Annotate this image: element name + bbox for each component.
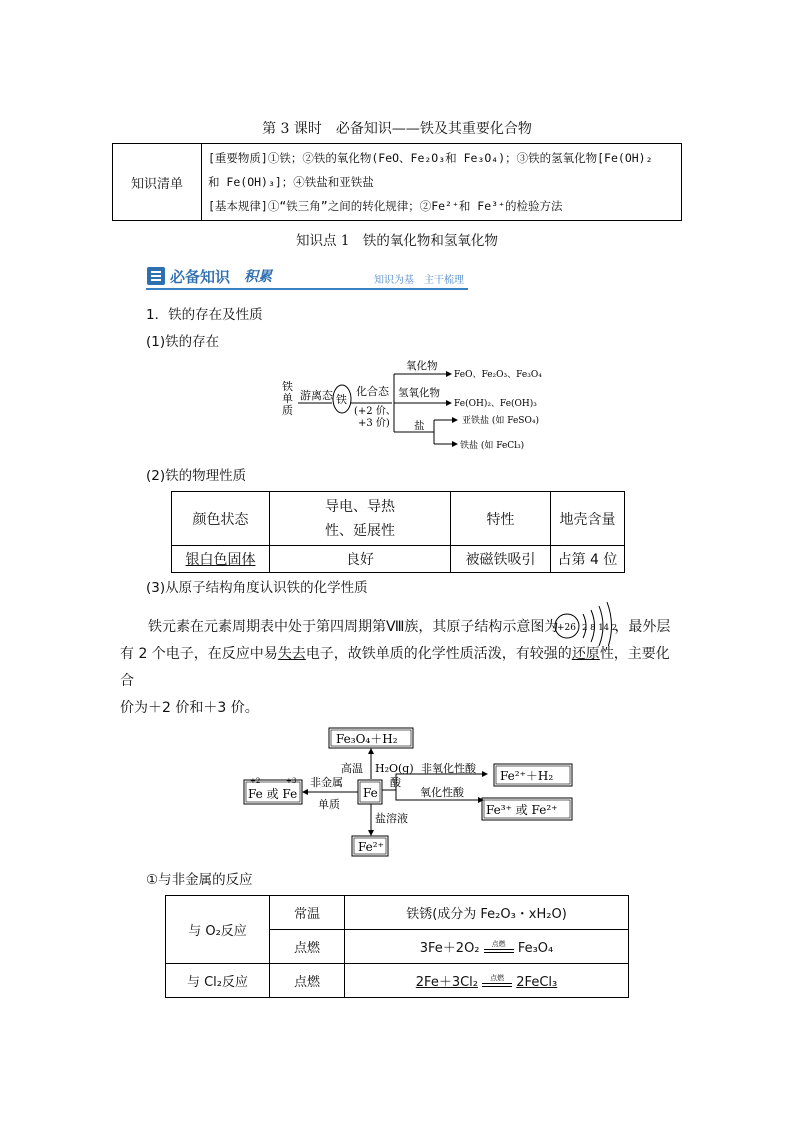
oxide-label: 氧化物 (406, 360, 438, 372)
left-char-1: 铁 (282, 380, 293, 393)
knowledge-list-table (112, 143, 682, 221)
left-char-2: 单 (282, 392, 293, 405)
center-fe: Fe (363, 786, 378, 800)
knowledge-point-title: 知识点 1 铁的氧化物和氢氧化物 (296, 233, 498, 249)
value-conductivity: 良好 (270, 546, 451, 573)
banner-subtitle: 知识为基 主干梳理 (374, 275, 464, 286)
section-banner (146, 266, 468, 290)
hydroxide-items: Fe(OH)₂、Fe(OH)₃ (454, 399, 537, 409)
center-iron: 铁 (336, 393, 347, 406)
condition-room-temp: 常温 (270, 896, 345, 930)
electron-shells: 2 8 14 2 (582, 623, 618, 633)
ferrous-salt: 亚铁盐 (如 FeSO₄) (462, 416, 539, 426)
combined-state-label: 化合态 (356, 385, 389, 398)
high-temp-label: 高温 (341, 762, 363, 775)
nonmetal-label: 非金属 (310, 776, 343, 789)
salt-label: 盐 (414, 420, 425, 432)
knowledge-line-3: [基本规律]①“铁三角”之间的转化规律；②Fe²⁺和 Fe³⁺的检验方法 (208, 199, 563, 213)
result-fe3o4: 3Fe＋2O₂ 点燃 Fe₃O₄ (345, 930, 629, 964)
knowledge-list-label: 知识清单 (113, 144, 202, 221)
valence-1: (+2 价、 (354, 406, 396, 417)
header-conductivity: 导电、导热 性、延展性 (270, 492, 451, 546)
subheading-existence: (1)铁的存在 (146, 334, 220, 350)
physical-properties-table (171, 491, 625, 573)
subheading-nonmetal-reactions: ①与非金属的反应 (146, 872, 253, 888)
acid-label: 酸 (390, 776, 401, 789)
knowledge-line-2: 和 Fe(OH)₃]；④铁盐和亚铁盐 (208, 175, 374, 189)
section-heading: 1．铁的存在及性质 (146, 307, 263, 323)
free-state-label: 游离态 (300, 389, 333, 402)
chemical-paragraph: 铁元素在元素周期表中处于第四周期第Ⅷ族，其原子结构示意图为 ，最外层 有 2 个电子，在反应中易失去电子，故铁单质的化学性质活泼，有较强的还原性，主要化合 价为＋2 价和＋3 价。 (120, 619, 671, 716)
header-property: 特性 (451, 492, 551, 546)
reactant-cl2: 与 Cl₂反应 (166, 964, 270, 998)
ferric-salt: 铁盐 (如 FeCl₃) (460, 441, 525, 451)
oxidizing-acid-label: 氧化性酸 (420, 786, 464, 799)
right-box-1: Fe²⁺＋H₂ (500, 769, 554, 783)
water-vapor-label: H₂O(g) (375, 762, 414, 775)
knowledge-list-content (202, 144, 682, 221)
left-sup-1: +2 (250, 777, 261, 785)
left-char-3: 质 (282, 404, 293, 417)
header-crust-content: 地壳含量 (551, 492, 625, 546)
element-label: 单质 (318, 798, 340, 811)
nonmetal-reaction-table (165, 895, 629, 998)
subheading-chemical: (3)从原子结构角度认识铁的化学性质 (146, 580, 368, 596)
page-title: 第 3 课时 必备知识——铁及其重要化合物 (262, 121, 532, 137)
existence-diagram (270, 352, 570, 456)
iron-reaction-diagram (240, 724, 580, 858)
result-rust: 铁锈(成分为 Fe₂O₃・xH₂O) (345, 896, 629, 930)
atomic-structure-diagram (553, 600, 625, 646)
subheading-physical: (2)铁的物理性质 (146, 468, 247, 484)
condition-ignite-2: 点燃 (270, 964, 345, 998)
condition-ignite-1: 点燃 (270, 930, 345, 964)
value-crust-content: 占第 4 位 (551, 546, 625, 573)
banner-badge: 积累 (244, 269, 272, 285)
header-color-state: 颜色状态 (172, 492, 270, 546)
left-sup-2: +3 (286, 777, 297, 785)
top-box-text: Fe₃O₄＋H₂ (336, 732, 398, 746)
non-oxidizing-acid-label: 非氧化性酸 (421, 762, 476, 775)
hydroxide-label: 氢氧化物 (398, 387, 440, 399)
oxide-items: FeO、Fe₂O₃、Fe₃O₄ (454, 370, 542, 380)
banner-text: 必备知识 (170, 268, 231, 286)
result-fecl3: 2Fe＋3Cl₂ 点燃 2FeCl₃ (345, 964, 629, 998)
nucleus-charge: +26 (557, 623, 576, 633)
value-property: 被磁铁吸引 (451, 546, 551, 573)
value-color-state: 银白色固体 (172, 546, 270, 573)
bottom-box-text: Fe²⁺ (358, 840, 384, 854)
salt-solution-label: 盐溶液 (375, 812, 408, 825)
valence-2: +3 价) (358, 418, 390, 429)
knowledge-line-1: [重要物质]①铁；②铁的氧化物(FeO、Fe₂O₃和 Fe₃O₄)；③铁的氢氧化物[Fe(OH)₂ (208, 151, 653, 165)
book-icon (147, 267, 165, 285)
left-box-text: Fe 或 Fe (248, 787, 298, 801)
right-box-2: Fe³⁺ 或 Fe²⁺ (486, 803, 558, 817)
reactant-o2: 与 O₂反应 (166, 896, 270, 964)
